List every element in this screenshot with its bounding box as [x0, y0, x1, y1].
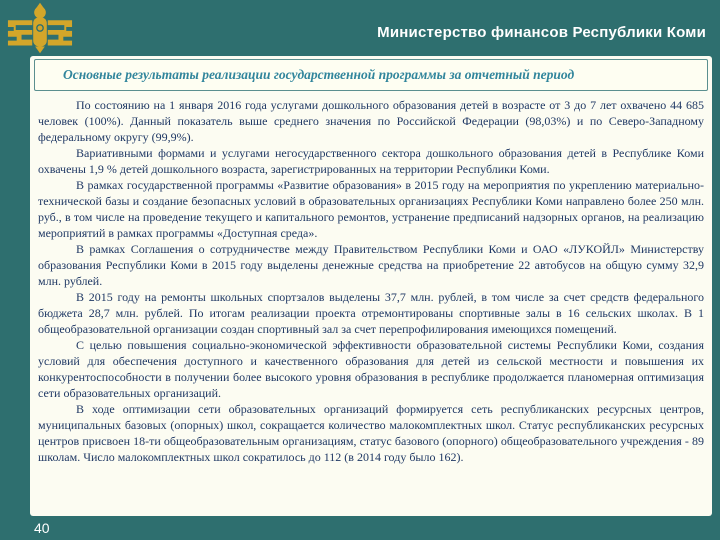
paragraph-3: В рамках государственной программы «Развитие образования» в 2015 году на мероприятия по укреплению материально-технической базы и создание безопасных условий в образовательных организациях Республики Коми направлено более 250 млн. руб., в том числе на проведение текущего и капитального ремонтов, устранение предписаний надзорных органов, на реализацию мероприятий в рамках программы «Доступная среда». [38, 178, 704, 240]
paragraph-5: В 2015 году на ремонты школьных спортзалов выделены 37,7 млн. рублей, в том числе за счет средств федерального бюджета 28,7 млн. рублей. По итогам реализации проекта отремонтированы спортивные залы в 16 сельских школах. В 1 общеобразовательной организации создан спортивный зал за счет перепрофилирования имеющихся помещений. [38, 290, 704, 336]
slide-header [34, 59, 708, 91]
paragraph-7: В ходе оптимизации сети образовательных организаций формируется сеть республиканских ресурсных центров, муниципальных базовых (опорных) школ, сокращается количество малокомплектных школ. Статус республиканских ресурсных центров присвоен 18-ти общеобразовательным организациям, статус базового (опорного) общеобразовательного учреждения - 89 школам. Число малокомплектных школ сократилось до 112 (в 2014 году было 162). [38, 402, 704, 464]
komi-emblem-icon [6, 2, 74, 54]
slide-header-text: Основные результаты реализации государственной программы за отчетный период [63, 67, 575, 82]
ministry-title: Министерство финансов Республики Коми [377, 24, 706, 41]
page-number: 40 [34, 520, 50, 536]
paragraph-1: По состоянию на 1 января 2016 года услугами дошкольного образования детей в возрасте от 3 до 7 лет охвачено 44 685 человек (100%). Данный показатель выше среднего значения по Российской Федерации (98,03%) и по Северо-Западному федеральному округу (99,9%). [38, 98, 704, 144]
body-text [34, 95, 708, 465]
content-panel [30, 56, 712, 516]
paragraph-4: В рамках Соглашения о сотрудничестве между Правительством Республики Коми и ОАО «ЛУКОЙЛ» Министерству образования Республики Коми в 2015 году выделены денежные средства на приобретение 22 автобусов на общую сумму 32,9 млн. рублей. [38, 242, 704, 288]
komi-bird-emblem-svg [6, 2, 74, 54]
paragraph-2: Вариативными формами и услугами негосударственного сектора дошкольного образования детей в Республике Коми охвачены 1,9 % детей дошкольного возраста, зарегистрированных на территории Республики Коми. [38, 146, 704, 176]
paragraph-6: С целью повышения социально-экономической эффективности образовательной системы Республики Коми, создания условий для обеспечения доступного и качественного образования для детей из сельской местности и повышения их конкурентоспособности в получении более высокого уровня образования в республике продолжается планомерная оптимизация сети образовательных организаций. [38, 338, 704, 400]
